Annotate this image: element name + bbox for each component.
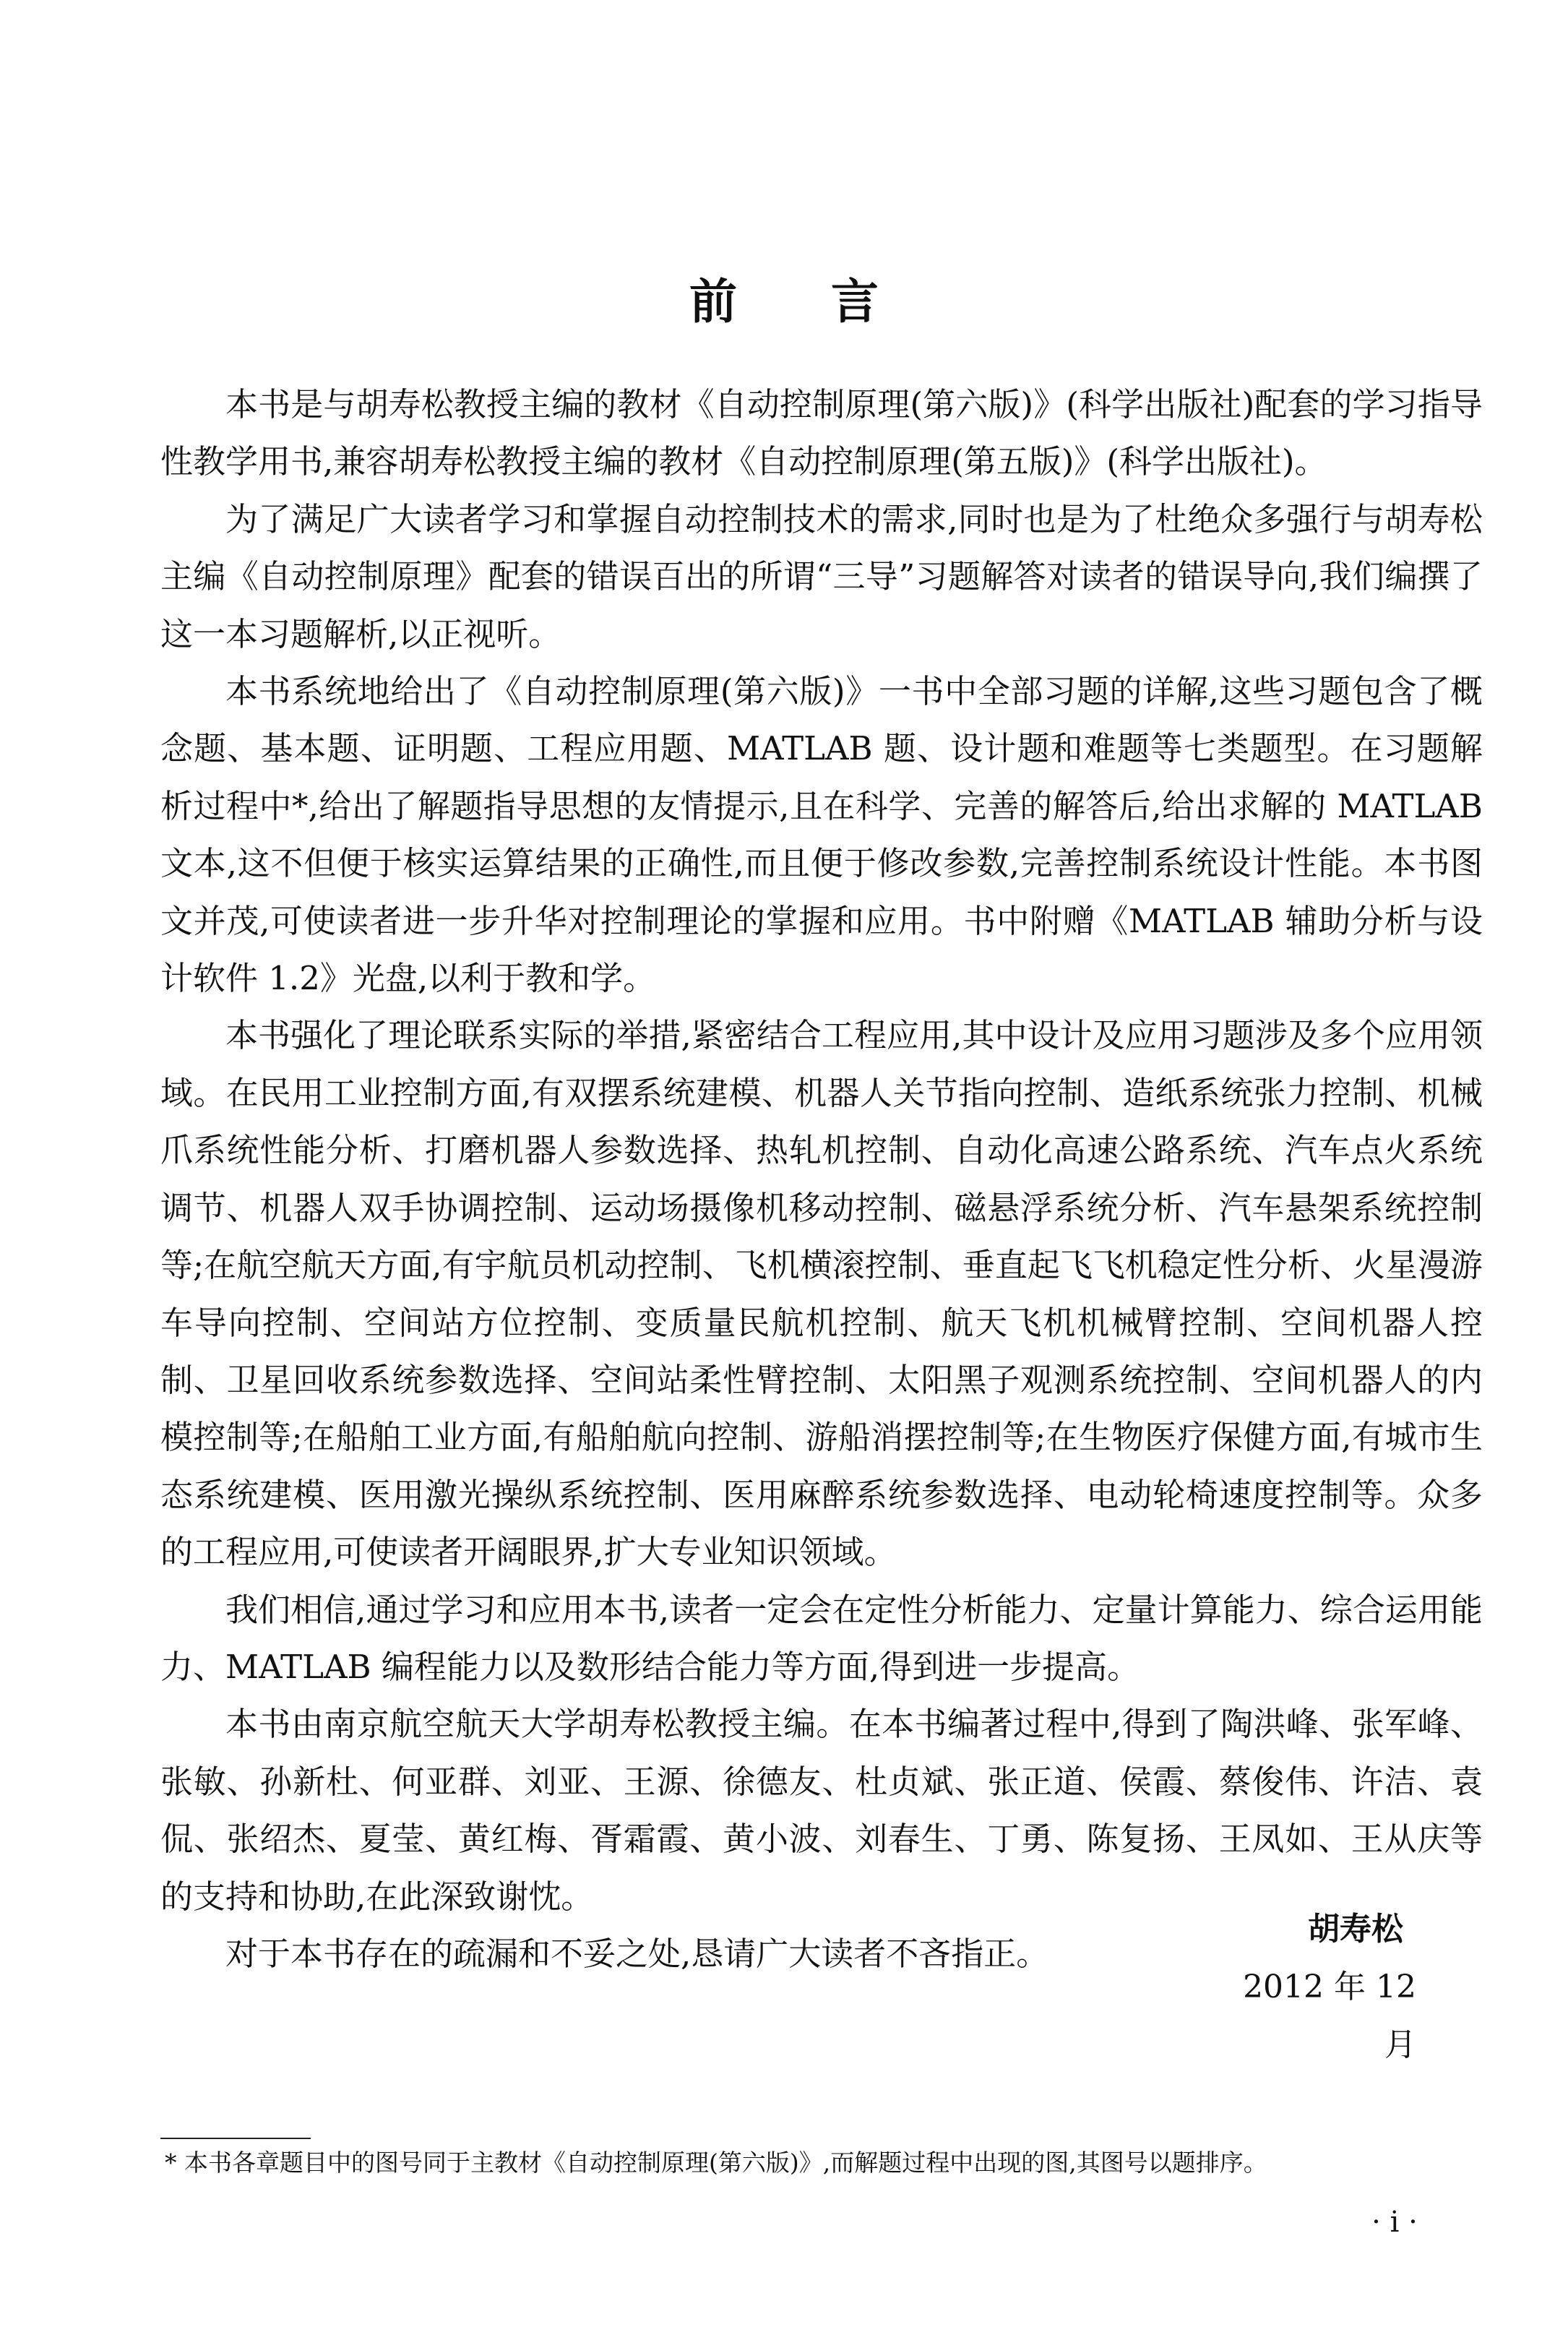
paragraph-1: 本书是与胡寿松教授主编的教材《自动控制原理(第六版)》(科学出版社)配套的学习指导性教学用书,兼容胡寿松教授主编的教材《自动控制原理(第五版)》(科学出版社)。 bbox=[160, 385, 1483, 481]
footnote: * 本书各章题目中的图号同于主教材《自动控制原理(第六版)》,而解题过程中出现的图,其图号以题排序。 bbox=[165, 2149, 1267, 2177]
page-title: 前言 bbox=[689, 274, 973, 330]
page-number: · i · bbox=[1371, 2206, 1418, 2239]
paragraph-4: 本书强化了理论联系实际的举措,紧密结合工程应用,其中设计及应用习题涉及多个应用领域。在民用工业控制方面,有双摆系统建模、机器人关节指向控制、造纸系统张力控制、机械爪系统性能分析、打磨机器人参数选择、热轧机控制、自动化高速公路系统、汽车点火系统调节、机器人双手协调控制、运动场摄像机移动控制、磁悬浮系统分析、汽车悬架系统控制等;在航空航天方面,有宇航员机动控制、飞机横滚控制、垂直起飞飞机稳定性分析、火星漫游车导向控制、空间站方位控制、变质量民航机控制、航天飞机机械臂控制、空间机器人控制、卫星回收系统参数选择、空间站柔性臂控制、太阳黑子观测系统控制、空间机器人的内模控制等;在船舶工业方面,有船舶航向控制、游船消摆控制等;在生物医疗保健方面,有城市生态系统建模、医用激光操纵系统控制、医用麻醉系统参数选择、电动轮椅速度控制等。众多的工程应用,可使读者开阔眼界,扩大专业知识领域。 bbox=[160, 1016, 1483, 1572]
paragraph-2: 为了满足广大读者学习和掌握自动控制技术的需求,同时也是为了杜绝众多强行与胡寿松主编《自动控制原理》配套的错误百出的所谓“三导”习题解答对读者的错误导向,我们编撰了这一本习题解析,以正视听。 bbox=[160, 499, 1483, 653]
signature-block bbox=[1228, 1901, 1416, 2074]
footnote-divider bbox=[160, 2138, 311, 2139]
author-name: 胡寿松 bbox=[1308, 1911, 1403, 1948]
paragraph-7: 对于本书存在的疏漏和不妥之处,恳请广大读者不吝指正。 bbox=[225, 1934, 1049, 1973]
preface-body bbox=[160, 376, 1483, 1982]
paragraph-5: 我们相信,通过学习和应用本书,读者一定会在定性分析能力、定量计算能力、综合运用能力、MATLAB 编程能力以及数形结合能力等方面,得到进一步提高。 bbox=[160, 1590, 1483, 1686]
paragraph-6: 本书由南京航空航天大学胡寿松教授主编。在本书编著过程中,得到了陶洪峰、张军峰、张敏、孙新杜、何亚群、刘亚、王源、徐德友、杜贞斌、张正道、侯霞、蔡俊伟、许洁、袁侃、张绍杰、夏莹、黄红梅、胥霜霞、黄小波、刘春生、丁勇、陈复扬、王凤如、王从庆等的支持和协助,在此深致谢忱。 bbox=[160, 1705, 1483, 1916]
paragraph-3: 本书系统地给出了《自动控制原理(第六版)》一书中全部习题的详解,这些习题包含了概念题、基本题、证明题、工程应用题、MATLAB 题、设计题和难题等七类题型。在习题解析过程中*,给出了解题指导思想的友情提示,且在科学、完善的解答后,给出求解的 MATLAB 文本,这不但便于核实运算结果的正确性,而且便于修改参数,完善控制系统设计性能。本书图文并茂,可使读者进一步升华对控制理论的掌握和应用。书中附赠《MATLAB 辅助分析与设计软件 1.2》光盘,以利于教和学。 bbox=[160, 672, 1483, 998]
signature-date: 2012 年 12 月 bbox=[1243, 1969, 1416, 2063]
